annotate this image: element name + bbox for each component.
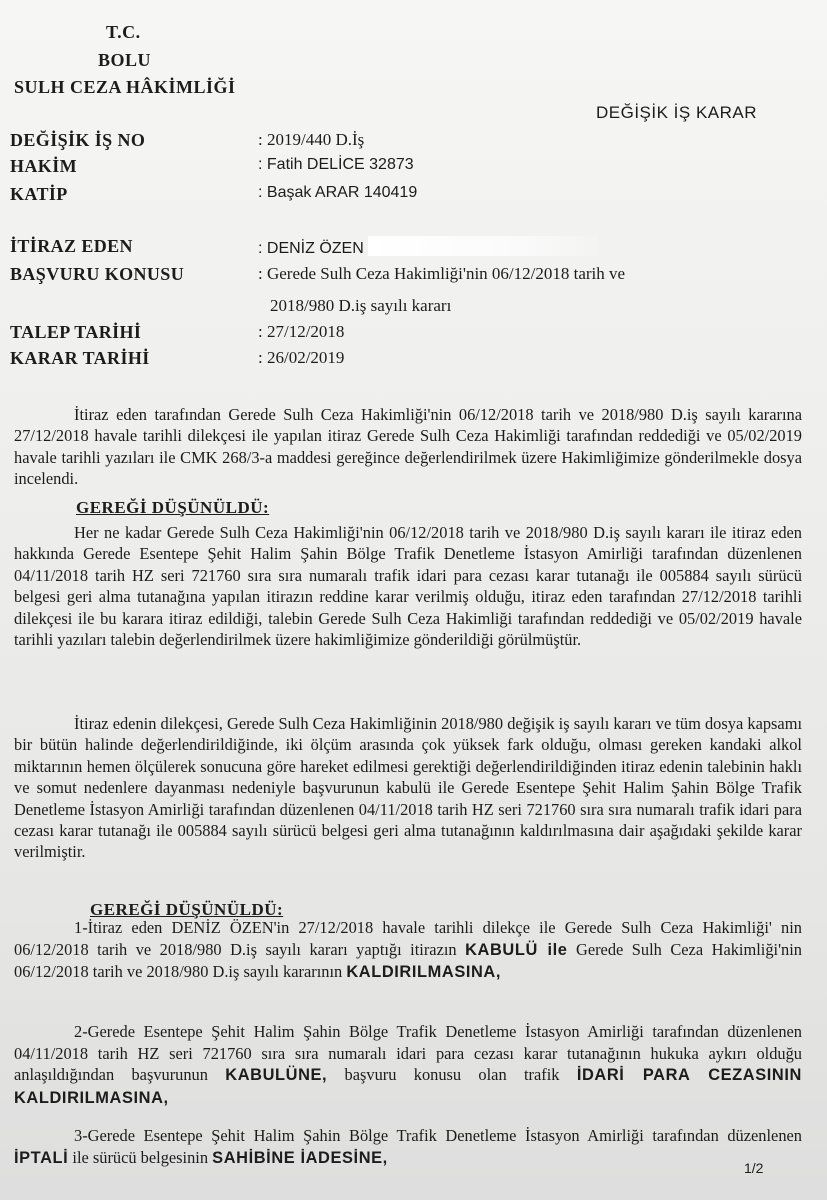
page-number: 1/2 [744,1160,764,1176]
section-heading-2: GEREĞİ DÜŞÜNÜLDÜ: [90,900,284,919]
subject-label: BAŞVURU KONUSU [10,264,185,284]
subject-value-line1: : Gerede Sulh Ceza Hakimliği'nin 06/12/2018 tarih ve [258,264,626,283]
ruling-item-3-text-a: 3-Gerede Esentepe Şehit Halim Şahin Bölge Trafik Denetleme İstasyon Amirliği tarafından düzenlenen [74,1126,802,1145]
ruling-item-2-bold-a: KABULÜNE, [225,1066,328,1085]
objector-value: : DENİZ ÖZEN [258,240,364,257]
judge-row [10,156,730,182]
paragraph-assessment: İtiraz edenin dilekçesi, Gerede Sulh Ceza Hakimliğinin 2018/980 değişik iş sayılı kararı ve tüm dosya kapsamı bir bütün halinde değerlendirildiğinde, iki ölçüm arasında çok yüksek fark olduğu, olması gereken kandaki alkol miktarının hemen ölçülerek sonucuna göre hareket edilmesi gerektiği değerlendirildiğinden itiraz edenin talebinin haklı ve somut nedenlere dayanması nedeniyle başvurunun kabulü ile Gerede Esentepe Şehit Halim Şahin Bölge Trafik Denetleme İstasyon Amirliği tarafından düzenlenen 04/11/2018 tarih HZ seri 721760 sıra sıra numaralı trafik idari para cezası karar tutanağı ile 005884 sayılı sürücü belgesi geri alma tutanağının kaldırılmasına dair aşağıdaki şekilde karar verilmiştir. [14,714,802,862]
ruling-item-3-bold-a: İPTALİ [14,1148,69,1167]
ruling-item-2-text-b: başvuru konusu olan trafik [344,1065,560,1085]
section-heading-1: GEREĞİ DÜŞÜNÜLDÜ: [76,498,270,517]
ruling-item-2-bold-b: İDARİ PARA CEZASININ KALDIRILMASINA, [14,1066,802,1107]
ruling-item-2-text-a: 2-Gerede Esentepe Şehit Halim Şahin Bölge Trafik Denetleme İstasyon Amirliği tarafından düzenlenen 04/11/2018 tarih HZ seri 721760 sıra sıra numaralı idari para cezası karar tutanağının hukuka aykırı olduğu anlaşıldığından başvurunun [14,1022,802,1085]
objector-label: İTİRAZ EDEN [10,236,133,256]
judge-label: HAKİM [10,156,77,176]
ruling-item-1-text-b: Gerede Sulh Ceza Hakimliği'nin 06/12/2018 tarih ve 2018/980 D.iş sayılı kararının [14,939,802,982]
subject-value-line2: 2018/980 D.iş sayılı kararı [270,296,452,315]
ruling-item-3 [14,1125,802,1169]
decision-date-label: KARAR TARİHİ [10,348,150,368]
ruling-item-1-text-a: 1-İtiraz eden DENİZ ÖZEN'in 27/12/2018 havale tarihli dilekçe ile Gerede Sulh Ceza Hakimliği' nin 06/12/2018 tarih ve 2018/980 D.iş sayılı kararı yaptığı itirazın [14,918,802,959]
objector-row [10,236,730,262]
decision-date-value: : 26/02/2019 [258,348,345,367]
clerk-row [10,184,730,210]
request-date-row [10,322,730,348]
request-date-label: TALEP TARİHİ [10,322,142,342]
case-no-row [10,130,730,156]
ruling-item-1 [14,917,802,984]
ruling-item-2 [14,1021,802,1109]
ruling-item-1-bold-b: KALDIRILMASINA, [346,963,502,982]
redaction-mark [368,236,598,256]
ruling-item-3-bold-b: SAHİBİNE İADESİNE, [212,1148,388,1167]
objector-value-wrap [258,236,598,258]
judge-value: : Fatih DELİCE 32873 [258,156,414,173]
request-date-value: : 27/12/2018 [258,322,345,341]
header-court: SULH CEZA HÂKİMLİĞİ [14,77,236,97]
decision-type: DEĞİŞİK İŞ KARAR [596,103,758,122]
case-no-value: : 2019/440 D.İş [258,130,365,149]
ruling-item-1-bold-a: KABULÜ ile [465,940,568,959]
ruling-item-3-text-b: ile sürücü belgesinin [72,1147,209,1167]
subject-row [10,264,730,290]
header-city: BOLU [98,50,152,70]
paragraph-intro: İtiraz eden tarafından Gerede Sulh Ceza Hakimliği'nin 06/12/2018 tarih ve 2018/980 D.iş sayılı kararına 27/12/2018 havale tarihli dilekçesi ile yapılan itiraz Gerede Sulh Ceza Hakimliği tarafından reddediği ve 05/02/2019 havale tarihli yazıları ile CMK 268/3-a maddesi gereğince değerlendirilmek üzere Hakimliğimize gönderilmekle dosya incelendi. [14,405,802,489]
paragraph-facts: Her ne kadar Gerede Sulh Ceza Hakimliği'nin 06/12/2018 tarih ve 2018/980 D.iş sayılı kararı ile itiraz eden hakkında Gerede Esentepe Şehit Halim Şahin Bölge Trafik Denetleme İstasyon Amirliği tarafından düzenlenen 04/11/2018 tarih HZ seri 721760 sıra sıra numaralı trafik idari para cezası karar tutanağı ile 005884 sayılı sürücü belgesi geri alma tutanağına yapılan itirazın reddine karar verilmiş olduğu, itiraz eden tarafından 27/12/2018 tarihli dilekçesi ile bu karara itiraz edildiği, talebin Gerede Sulh Ceza Hakimliği tarafından reddediği ve 05/02/2019 havale tarihli yazıları talebin değerlendirilmek üzere hakimliğimize gönderildiği görülmüştür. [14,523,802,650]
decision-date-row [10,348,730,374]
clerk-label: KATİP [10,184,68,204]
clerk-value: : Başak ARAR 140419 [258,184,418,201]
header-country: T.C. [106,22,141,42]
case-no-label: DEĞİŞİK İŞ NO [10,130,146,150]
